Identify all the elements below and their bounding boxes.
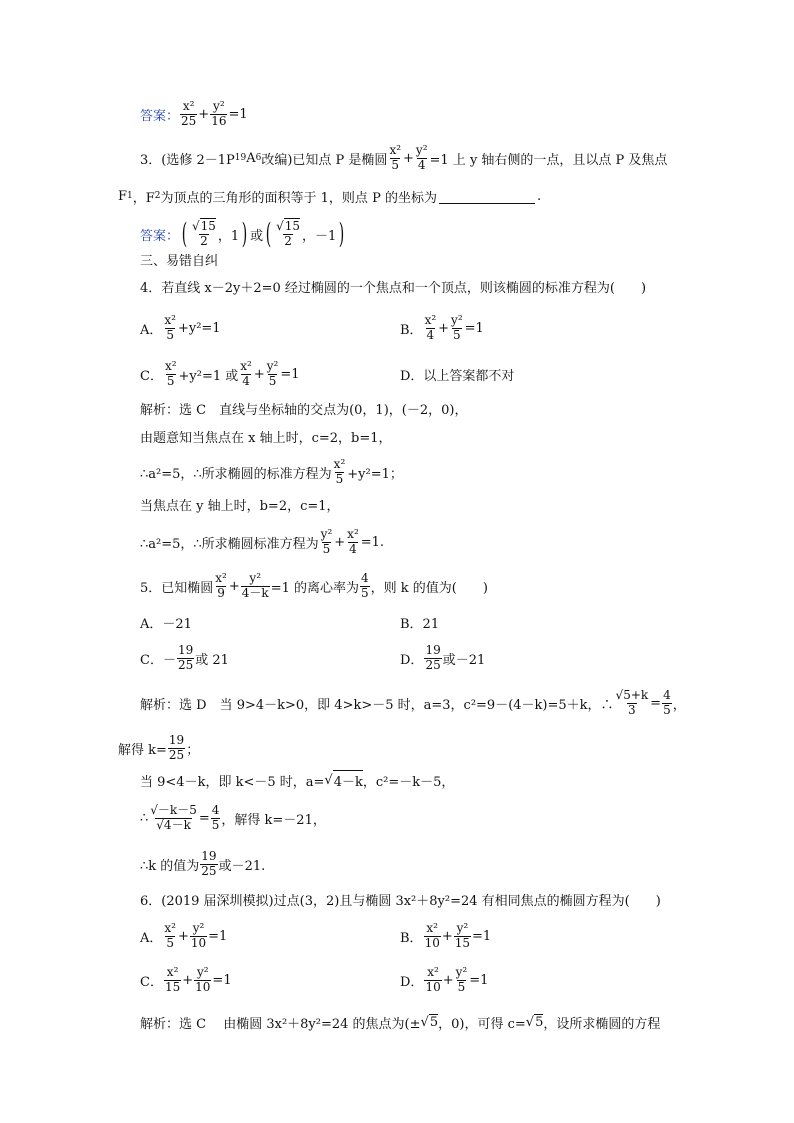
- solution-4-line-1: 解析：选 C 直线与坐标轴的交点为(0，1)，(－2，0)，: [140, 402, 468, 418]
- option-4b: B． $\frac{\text{x²}}{4}$ + $\frac{\text{y²}}{5}$ =1: [400, 312, 484, 342]
- question-5: 5．已知椭圆 $\frac{\text{x²}}{9}$ + $\frac{\text{y²}}{4-k}$ =1 的离心率为 $\frac{4}{5}$ ，则 k 的值为( ): [140, 570, 488, 600]
- solution-5-line-3: 当 9<4－k，即 k<－5 时，a= √ 4－k ，c²=－k－5，: [140, 766, 454, 794]
- option-5a: A．－21: [140, 616, 192, 632]
- fraction: $\frac{\text{y²}}{16}$: [211, 98, 227, 128]
- option-4a: A． $\frac{\text{x²}}{5}$ +y²=1: [140, 312, 221, 342]
- option-6c: C． $\frac{\text{x²}}{15}$ + $\frac{\text{y²}}{10}$ =1: [140, 964, 232, 994]
- solution-4-line-5: ∴a²=5，∴所求椭圆标准方程为 $\frac{\text{y²}}{5}$ + $\frac{\text{x²}}{4}$ =1.: [140, 526, 385, 556]
- answer-line-3: 答案： ( $\frac{√15}{2}$ ，1 ) 或 ( $\frac{√15}{2}$ ，－1 ): [140, 217, 345, 250]
- fraction: $\frac{\text{x²}}{25}$: [181, 98, 197, 128]
- solution-5-line-1: 解析：选 D 当 9>4－k>0，即 4>k>－5 时，a=3，c²=9－(4－k)=5＋k，∴ $\frac{√5+k}{3}$ = $\frac{4}{5}$ ，: [140, 687, 686, 717]
- option-6d: D． $\frac{\text{x²}}{10}$ + $\frac{\text{y²}}{5}$ =1: [400, 964, 489, 994]
- solution-6-line-1: 解析：选 C 由椭圆 3x²＋8y²=24 的焦点为(± √ 5 ，0)，可得 c= √ 5 ，设所求椭圆的方程: [140, 1014, 661, 1032]
- solution-5-line-4: ∴ $\frac{√-k-5}{√4-k}$ = $\frac{4}{5}$ ，解得 k=－21，: [140, 802, 326, 832]
- question-4: 4．若直线 x－2y＋2=0 经过椭圆的一个焦点和一个顶点，则该椭圆的标准方程为( ): [140, 280, 647, 296]
- option-5b: B．21: [400, 616, 440, 632]
- option-5c: C．－ $\frac{19}{25}$ 或 21: [140, 642, 229, 672]
- option-4c: C． $\frac{\text{x²}}{5}$ +y²=1 或 $\frac{\text{x²}}{4}$ + $\frac{\text{y²}}{5}$ =1: [140, 358, 300, 388]
- question-3-line-2: F 1 ，F 2 为顶点的三角形的面积等于 1，则点 P 的坐标为 .: [118, 188, 542, 206]
- solution-4-line-4: 当焦点在 y 轴上时，b=2，c=1，: [140, 498, 340, 514]
- fraction: $\frac{√15}{2}$: [191, 218, 216, 248]
- fraction: $\frac{\text{y²}}{4}$: [415, 142, 428, 172]
- solution-4-line-2: 由题意知当焦点在 x 轴上时，c=2，b=1，: [140, 430, 392, 446]
- question-3-line-1: 3．(选修 2－1P 19 A 6 改编)已知点 P 是椭圆 $\frac{\text{x²}}{5}$ + $\frac{\text{y²}}{4}$ =1 上 y 轴右侧的一点，且以点 P 及焦点: [140, 142, 668, 172]
- option-4d: D．以上答案都不对: [400, 368, 515, 384]
- option-6b: B． $\frac{\text{x²}}{10}$ + $\frac{\text{y²}}{15}$ =1: [400, 920, 492, 950]
- fraction: $\frac{\text{x²}}{5}$: [389, 142, 402, 172]
- solution-4-line-3: ∴a²=5，∴所求椭圆的标准方程为 $\frac{\text{x²}}{5}$ +y²=1；: [140, 456, 403, 486]
- section-heading: 三、易错自纠: [140, 253, 219, 269]
- solution-5-line-5: ∴k 的值为 $\frac{19}{25}$ 或－21.: [140, 848, 266, 878]
- option-6a: A． $\frac{\text{x²}}{5}$ + $\frac{\text{y²}}{10}$ =1: [140, 920, 228, 950]
- option-5d: D． $\frac{19}{25}$ 或－21: [400, 642, 486, 672]
- answer-blank: [439, 189, 535, 204]
- question-6: 6．(2019 届深圳模拟)过点(3，2)且与椭圆 3x²＋8y²=24 有相同焦点的椭圆方程为( ): [140, 893, 661, 909]
- fraction: $\frac{√15}{2}$: [276, 218, 300, 248]
- solution-5-line-2: 解得 k= $\frac{19}{25}$ ；: [118, 732, 200, 762]
- answer-line-2: 答案： $\frac{\text{x²}}{25}$ + $\frac{\text{y²}}{16}$ =1: [140, 98, 248, 128]
